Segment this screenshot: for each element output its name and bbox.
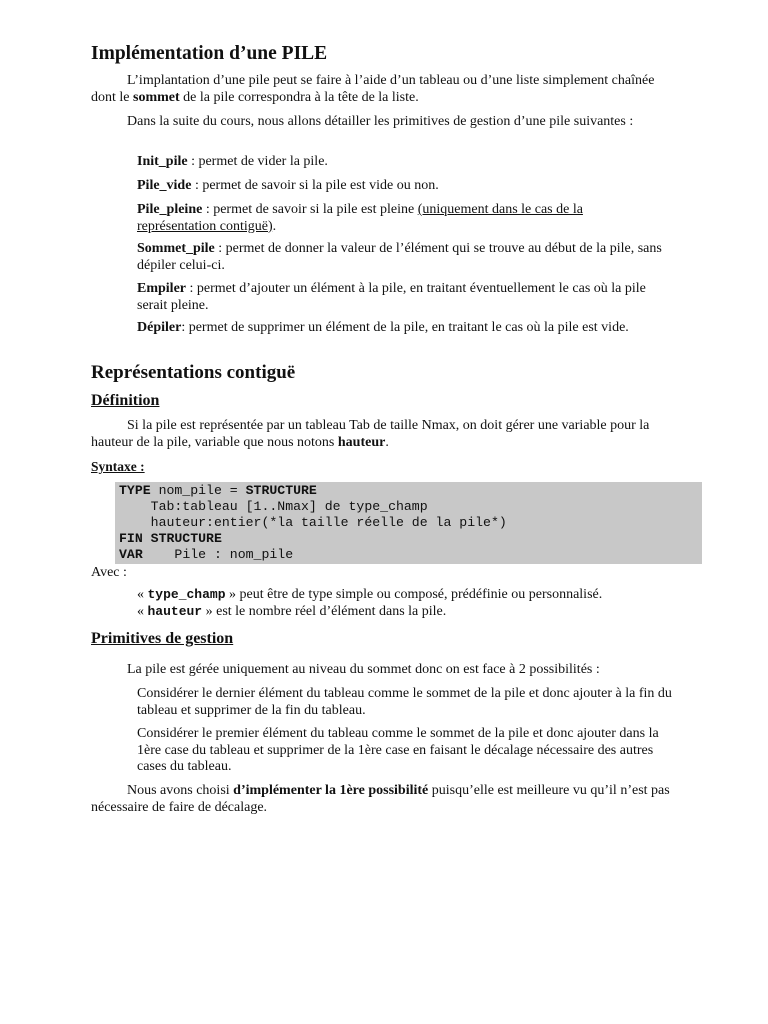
hauteur-term: hauteur: [337, 434, 386, 450]
quote-close: »: [225, 587, 237, 602]
primitive-name: Empiler: [137, 281, 186, 296]
primitive-desc: : permet de supprimer un élément de la pile, en traitant le cas où la pile est vide.: [181, 320, 629, 335]
primitive-name: Init_pile: [137, 154, 188, 169]
primitive-sommet-pile: [137, 241, 677, 274]
primitive-pile-vide: [137, 178, 677, 195]
primitive-depiler: [137, 320, 677, 337]
intro-paragraph-2: Dans la suite du cours, nous allons détailler les primitives de gestion d’une pile suivantes :: [127, 114, 634, 129]
primitive-desc: : permet de savoir si la pile est pleine: [202, 202, 418, 217]
primitive-empiler: [137, 281, 677, 314]
primitive-name: Dépiler: [137, 320, 182, 335]
section-title: Représentations contiguë: [91, 362, 296, 383]
primitive-desc: : permet d’ajouter un élément à la pile, en traitant éventuellement le cas où la pile serait pleine.: [137, 281, 646, 313]
intro-text: L’implantation d’une pile peut se faire à l’aide d’un tableau ou d’une liste simplement chaînée dont le: [91, 73, 655, 105]
intro-paragraph-1: [91, 73, 681, 106]
code-text: Pile : nom_pile: [142, 547, 294, 562]
conclusion-end: puisqu’elle est meilleure vu qu’il n’est pas nécessaire de faire de décalage.: [91, 783, 670, 815]
sommet-term: sommet: [133, 89, 180, 105]
conclusion-emphasis: d’implémenter la 1ère possibilité: [233, 783, 429, 798]
avec-desc: peut être de type simple ou composé, prédéfinie ou personnalisé.: [236, 587, 603, 602]
avec-term: hauteur: [147, 604, 203, 619]
code-keyword: VAR: [119, 547, 143, 562]
code-line-4: [119, 531, 222, 547]
primitive-name: Pile_vide: [137, 178, 192, 193]
primitive-init-pile: [137, 154, 677, 171]
code-text: nom_pile =: [150, 483, 246, 498]
primitive-name: Sommet_pile: [137, 241, 215, 256]
gestion-intro: La pile est gérée uniquement au niveau du sommet donc on est face à 2 possibilités :: [127, 662, 600, 677]
primitive-note: (uniquement dans le cas de la représentation contiguë): [137, 202, 583, 234]
intro-text-end: de la pile correspondra à la tête de la liste.: [179, 89, 419, 105]
conclusion-paragraph: [91, 783, 681, 816]
primitive-pile-pleine: [137, 202, 637, 235]
code-line-3: hauteur:entier(*la taille réelle de la pile*): [119, 515, 507, 530]
definition-heading: Définition: [91, 392, 160, 409]
page-title: Implémentation d’une PILE: [91, 43, 328, 64]
primitive-desc: : permet de donner la valeur de l’élément qui se trouve au début de la pile, sans dépiler celui-ci.: [137, 241, 662, 273]
definition-text: Si la pile est représentée par un tableau Tab de taille Nmax, on doit gérer une variable pour la hauteur de la pile, variable que nous notons: [91, 418, 650, 450]
definition-paragraph: [91, 418, 681, 451]
code-line-1: [119, 483, 317, 499]
quote-close: »: [202, 604, 213, 619]
definition-end: .: [385, 434, 389, 450]
avec-item-hauteur: [137, 604, 677, 621]
code-line-5: [119, 547, 293, 563]
syntax-heading: Syntaxe :: [91, 459, 145, 474]
option-1: Considérer le dernier élément du tableau comme le sommet de la pile et donc ajouter à la fin du tableau et supprimer de la fin du tableau.: [137, 686, 672, 718]
code-keyword: FIN STRUCTURE: [119, 531, 222, 546]
primitive-desc: : permet de savoir si la pile est vide ou non.: [191, 178, 439, 193]
primitives-heading: Primitives de gestion: [91, 630, 234, 647]
quote-open: «: [137, 587, 148, 602]
avec-item-type-champ: [137, 587, 677, 604]
option-2: Considérer le premier élément du tableau comme le sommet de la pile et donc ajouter dans la 1ère case du tableau et supprimer de la 1ère case en faisant le décalage nécessaire des autres cases du tableau.: [137, 726, 659, 774]
code-keyword: TYPE: [119, 483, 151, 498]
code-keyword: STRUCTURE: [245, 483, 317, 498]
primitive-tail: .: [272, 218, 277, 234]
quote-open: «: [137, 604, 148, 619]
code-line-2: Tab:tableau [1..Nmax] de type_champ: [119, 499, 428, 514]
code-block: [115, 482, 702, 564]
primitive-desc: : permet de vider la pile.: [187, 154, 328, 169]
avec-desc: est le nombre réel d’élément dans la pile.: [212, 604, 447, 619]
avec-term: type_champ: [147, 587, 226, 602]
avec-label: Avec :: [91, 565, 127, 580]
primitive-name: Pile_pleine: [137, 202, 203, 217]
conclusion-text: Nous avons choisi: [127, 783, 234, 798]
